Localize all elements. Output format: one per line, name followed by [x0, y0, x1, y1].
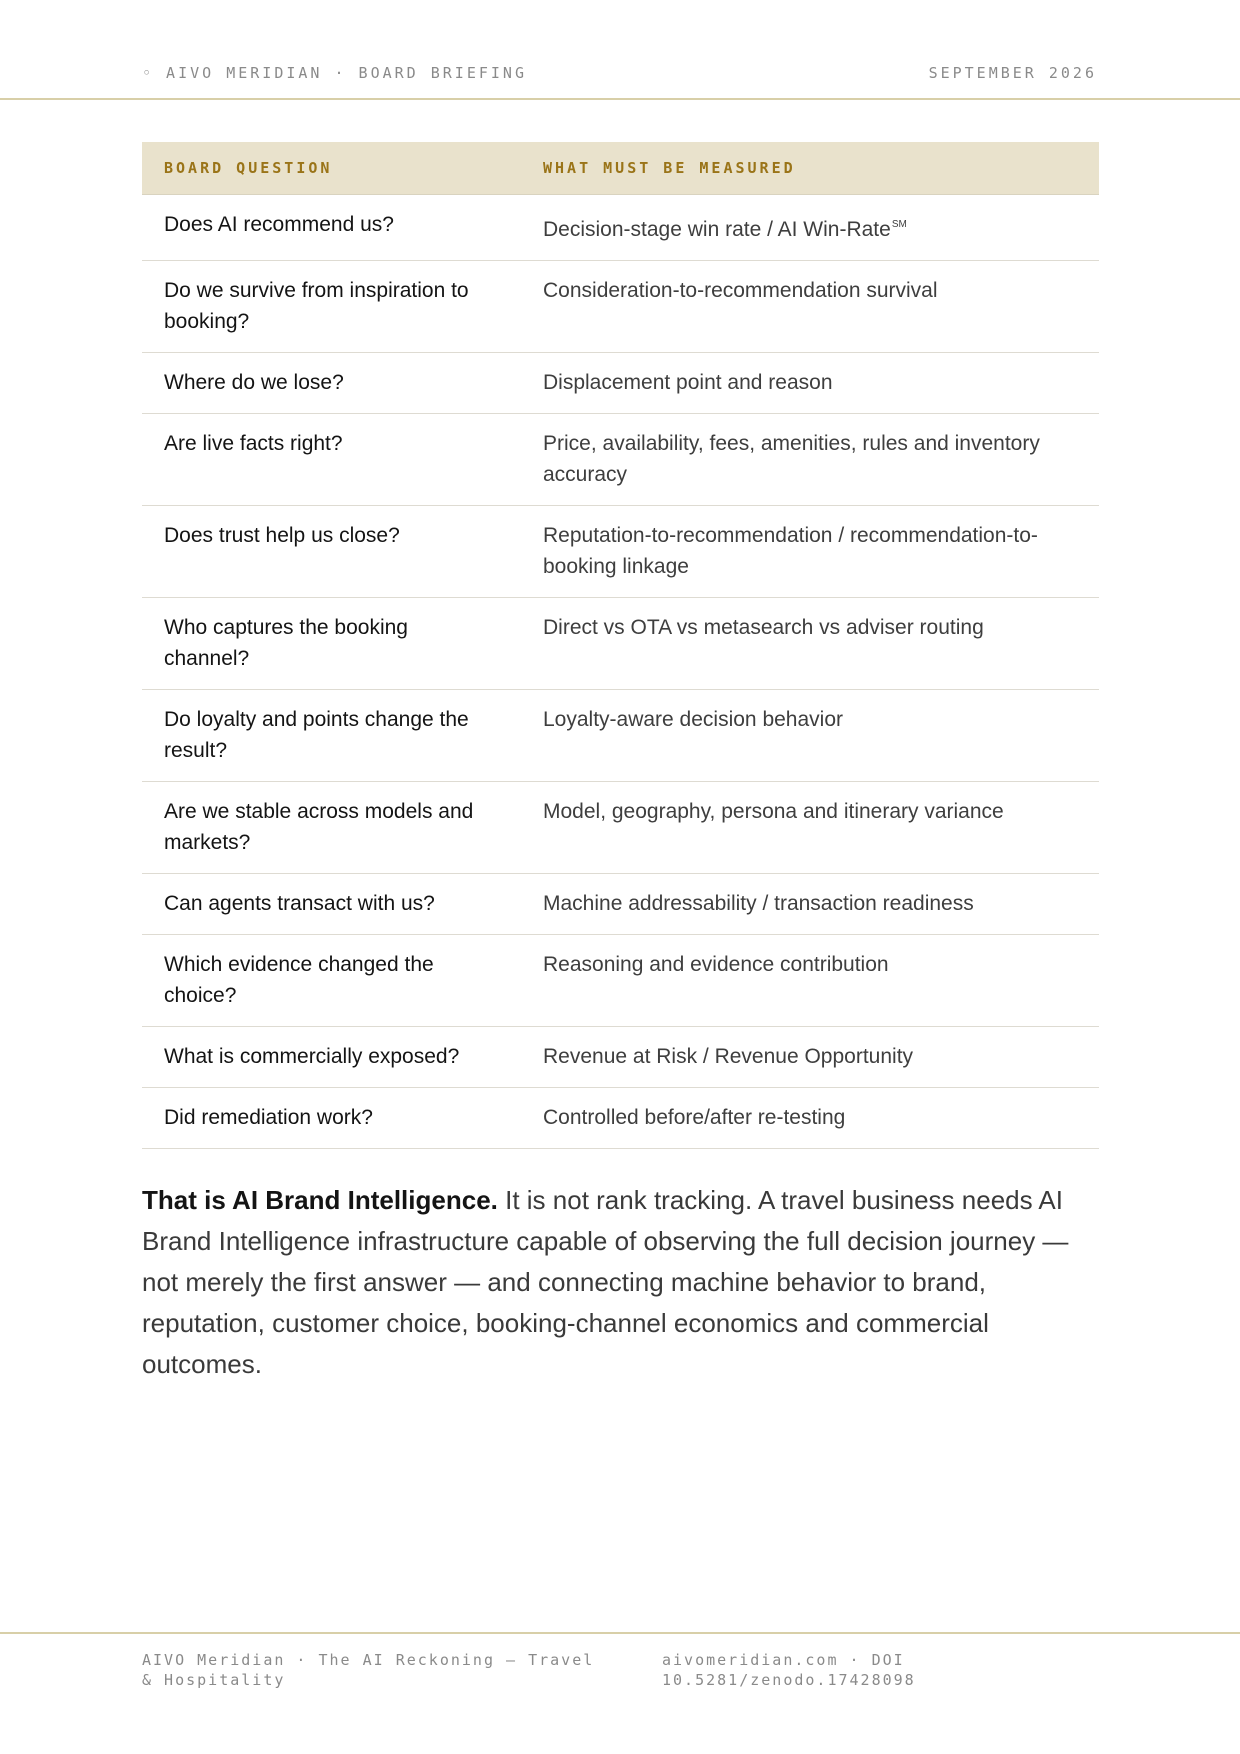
table-row: [142, 935, 1099, 1027]
board-question-cell: Do loyalty and points change the result?: [142, 690, 521, 782]
table-row: [142, 195, 1099, 261]
header-date: SEPTEMBER 2026: [928, 64, 1097, 82]
measure-cell: Reasoning and evidence contribution: [521, 935, 1099, 1027]
page-footer: [0, 1632, 1240, 1634]
table-row: [142, 1088, 1099, 1149]
footer-doi: aivomeridian.com · DOI 10.5281/zenodo.17428098: [662, 1651, 916, 1689]
column-header-what-must-be-measured: WHAT MUST BE MEASURED: [521, 142, 1099, 195]
measure-cell: Machine addressability / transaction readiness: [521, 874, 1099, 935]
table-row: [142, 353, 1099, 414]
measure-cell: Model, geography, persona and itinerary variance: [521, 782, 1099, 874]
service-mark: SM: [891, 219, 907, 230]
board-question-cell: Where do we lose?: [142, 353, 521, 414]
board-question-cell: Are live facts right?: [142, 414, 521, 506]
table-row: [142, 261, 1099, 353]
board-question-cell: Which evidence changed the choice?: [142, 935, 521, 1027]
measure-cell: Reputation-to-recommendation / recommendation-to-booking linkage: [521, 506, 1099, 598]
table-row: [142, 598, 1099, 690]
table-header-row: [142, 142, 1099, 195]
board-question-cell: Can agents transact with us?: [142, 874, 521, 935]
column-header-board-question: BOARD QUESTION: [142, 142, 521, 195]
board-question-cell: Does AI recommend us?: [142, 195, 521, 261]
measure-cell: [521, 195, 1099, 261]
measure-cell: Displacement point and reason: [521, 353, 1099, 414]
measure-cell: Consideration-to-recommendation survival: [521, 261, 1099, 353]
table-row: [142, 690, 1099, 782]
measure-cell: Loyalty-aware decision behavior: [521, 690, 1099, 782]
board-question-cell: Are we stable across models and markets?: [142, 782, 521, 874]
measure-cell: Price, availability, fees, amenities, rules and inventory accuracy: [521, 414, 1099, 506]
table-row: [142, 414, 1099, 506]
board-question-cell: Do we survive from inspiration to booking?: [142, 261, 521, 353]
closing-paragraph: [142, 1180, 1072, 1385]
table-row: [142, 1027, 1099, 1088]
table-row: [142, 782, 1099, 874]
measure-text: Decision-stage win rate / AI Win-Rate: [543, 218, 891, 241]
measure-cell: Revenue at Risk / Revenue Opportunity: [521, 1027, 1099, 1088]
footer-publication: AIVO Meridian · The AI Reckoning — Travel & Hospitality: [142, 1651, 595, 1689]
board-question-cell: What is commercially exposed?: [142, 1027, 521, 1088]
board-questions-table: [142, 142, 1099, 1149]
closing-lead: That is AI Brand Intelligence.: [142, 1185, 498, 1215]
board-question-cell: Did remediation work?: [142, 1088, 521, 1149]
measure-cell: Controlled before/after re-testing: [521, 1088, 1099, 1149]
table-row: [142, 874, 1099, 935]
measure-cell: Direct vs OTA vs metasearch vs adviser routing: [521, 598, 1099, 690]
header-brand: ◦ AIVO MERIDIAN · BOARD BRIEFING: [142, 64, 527, 82]
closing-body: It is not rank tracking. A travel business needs AI Brand Intelligence infrastructure capable of observing the full decision journey — not merely the first answer — and connecting machine behavior to brand, reputation, customer choice, booking-channel economics and commercial outcomes.: [142, 1185, 1069, 1379]
board-question-cell: Does trust help us close?: [142, 506, 521, 598]
page-header: [0, 0, 1240, 100]
board-question-cell: Who captures the booking channel?: [142, 598, 521, 690]
table-row: [142, 506, 1099, 598]
